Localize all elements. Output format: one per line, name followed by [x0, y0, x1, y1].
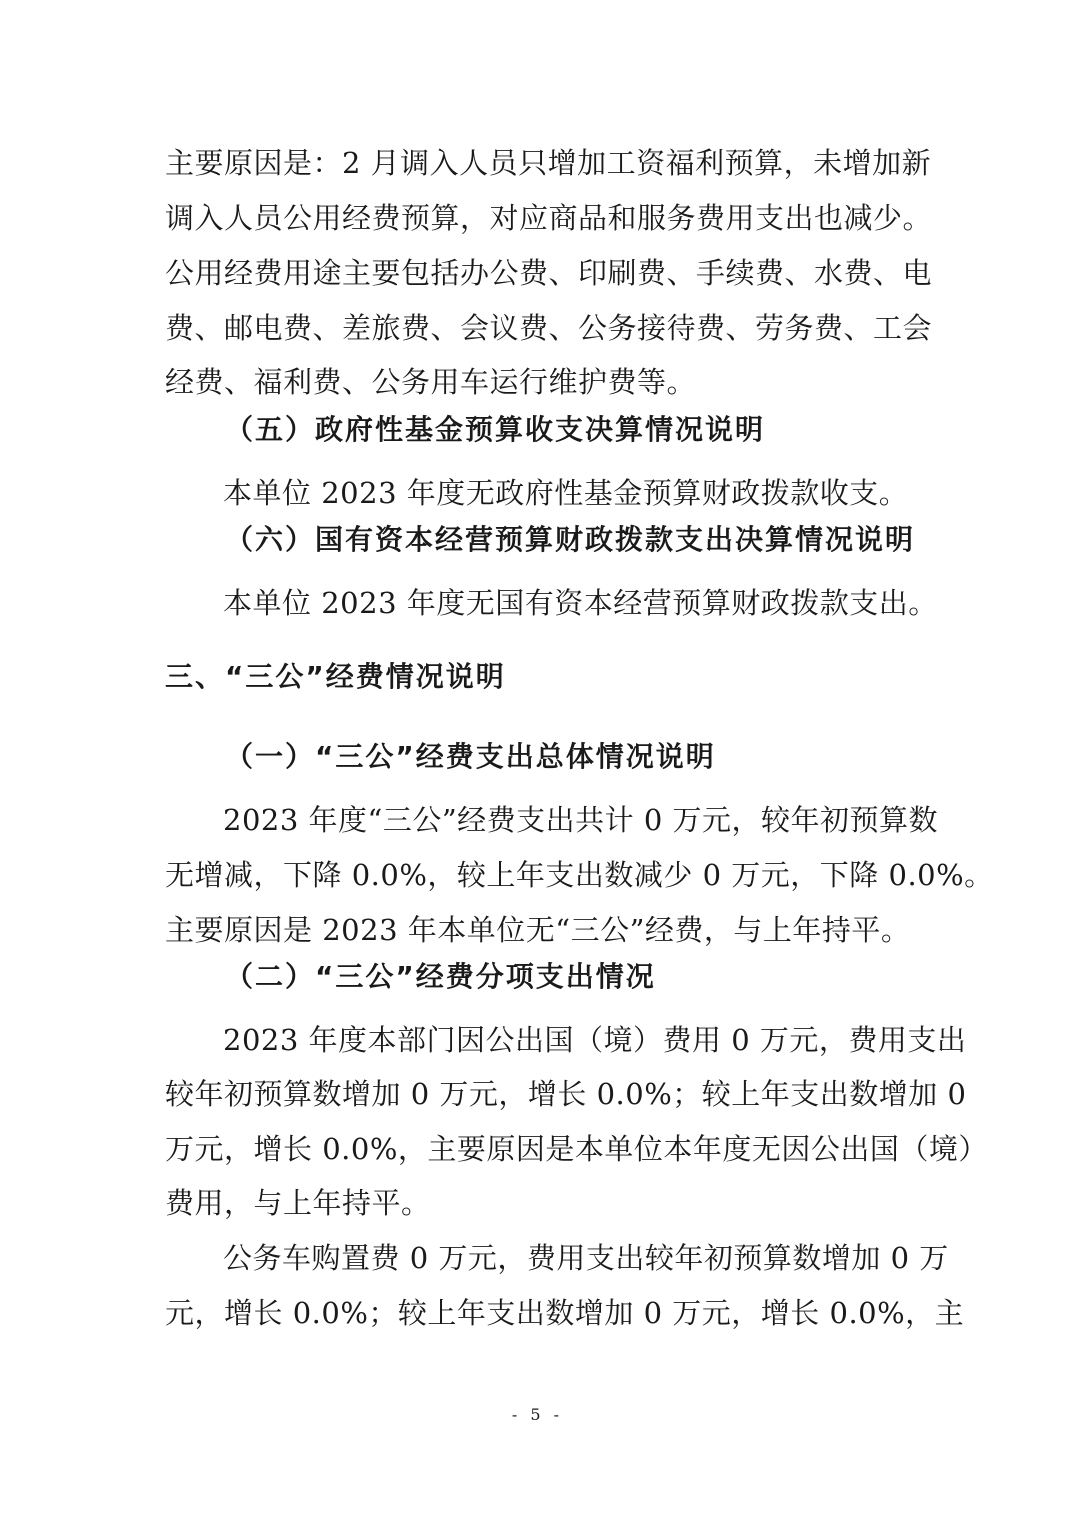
paragraph-line: 2023 年度本部门因公出国（境）费用 0 万元，费用支出 [223, 1023, 967, 1057]
paragraph-line: 本单位 2023 年度无政府性基金预算财政拨款收支。 [223, 476, 909, 510]
paragraph-line: 费用，与上年持平。 [165, 1186, 431, 1220]
section-heading: （一）“三公”经费支出总体情况说明 [225, 740, 716, 773]
paragraph-line: 经费、福利费、公务用车运行维护费等。 [165, 365, 697, 399]
paragraph-line: 公务车购置费 0 万元，费用支出较年初预算数增加 0 万 [223, 1241, 949, 1275]
paragraph-line: 无增减，下降 0.0%，较上年支出数减少 0 万元，下降 0.0%。 [165, 858, 994, 892]
paragraph-line: 调入人员公用经费预算，对应商品和服务费用支出也减少。 [165, 201, 933, 235]
paragraph-line: 公用经费用途主要包括办公费、印刷费、手续费、水费、电 [165, 256, 933, 290]
section-heading: （二）“三公”经费分项支出情况 [225, 960, 656, 993]
paragraph-line: 费、邮电费、差旅费、会议费、公务接待费、劳务费、工会 [165, 311, 933, 345]
paragraph-line: 2023 年度“三公”经费支出共计 0 万元，较年初预算数 [223, 803, 939, 837]
paragraph-line: 万元，增长 0.0%，主要原因是本单位本年度无因公出国（境） [165, 1132, 988, 1166]
section-heading: （六）国有资本经营预算财政拨款支出决算情况说明 [225, 523, 916, 556]
paragraph-line: 元，增长 0.0%；较上年支出数增加 0 万元，增长 0.0%，主 [165, 1296, 965, 1330]
page-number: - 5 - [511, 1405, 564, 1424]
paragraph-line: 本单位 2023 年度无国有资本经营预算财政拨款支出。 [223, 586, 938, 620]
chapter-heading: 三、“三公”经费情况说明 [165, 660, 506, 693]
paragraph-line: 主要原因是：2 月调入人员只增加工资福利预算，未增加新 [165, 146, 932, 180]
paragraph-line: 较年初预算数增加 0 万元，增长 0.0%；较上年支出数增加 0 [165, 1077, 967, 1111]
paragraph-line: 主要原因是 2023 年本单位无“三公”经费，与上年持平。 [165, 913, 911, 947]
section-heading: （五）政府性基金预算收支决算情况说明 [225, 413, 766, 446]
